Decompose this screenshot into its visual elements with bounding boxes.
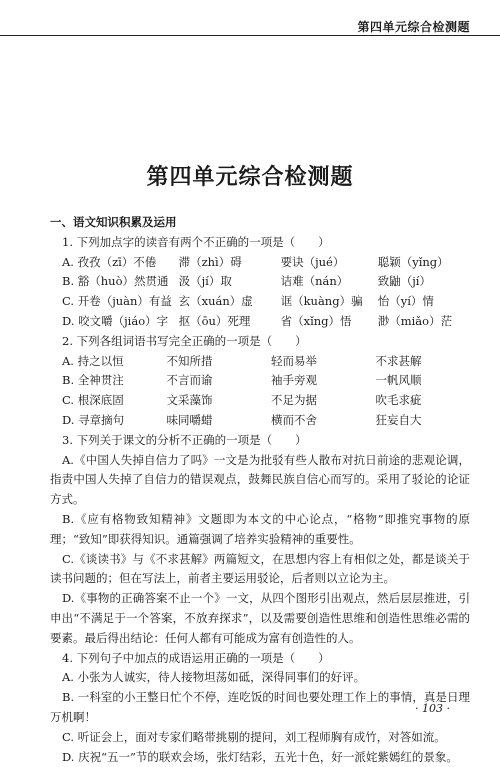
question-2-option-b	[62, 371, 470, 391]
question-4-option-b: B. 一科室的小王整日忙个不停，连吃饭的时间也要处理工作上的事情，真是日理万机啊！	[50, 690, 470, 724]
question-3-option-d: D.《事物的正确答案不止一个》一文，从四个图形引出观点，然后层层推进，引申出“不满足于一个答案，不放弃探求”，以及需要创造性思维和创造性思维必需的要素。最后得出结论：任何人都有可能成为富有创造性的人。	[50, 591, 470, 645]
option-cell: 不知所措	[166, 353, 213, 368]
question-2-option-a	[62, 352, 470, 372]
option-cell: 诘难（nán）	[280, 274, 349, 289]
question-3-option-a: A.《中国人失掉自信力了吗》一文是为批驳有些人散布对抗日前途的悲观论调，指责中国人失掉了自信力的错误观点，鼓舞民族自信心而写的。采用了驳论的论证方式。	[50, 452, 470, 507]
question-4-option-a: A. 小张为人诚实，待人接物坦荡如砥，深得同事们的好评。	[62, 670, 366, 685]
question-3-stem: 3. 下列关于课文的分析不正确的一项是（ ）	[62, 432, 307, 447]
option-cell: 袖手旁观	[270, 373, 317, 388]
question-4-option-c: C. 听证会上，面对专家们略带挑剔的提问，刘工程师胸有成竹，对答如流。	[62, 729, 446, 744]
option-cell: 诓（kuàng）骗	[280, 294, 363, 309]
question-3-option-b: B.《应有格物致知精神》文题即为本文的中心论点，“格物”即推究事物的原理；“致知”即获得知识。通篇强调了培养实验精神的重要性。	[50, 511, 470, 546]
option-cell: 省（xǐng）悟	[280, 313, 352, 328]
option-cell: 狂妄自大	[375, 412, 422, 427]
question-2-stem: 2. 下列各组词语书写完全正确的一项是（ ）	[62, 333, 307, 348]
header-rule	[0, 35, 500, 36]
option-cell: A. 持之以恒	[62, 353, 124, 368]
question-2-option-c	[62, 391, 470, 411]
option-cell: 玄（xuán）虚	[178, 294, 253, 309]
option-cell: 横而不舍	[270, 412, 317, 427]
question-4-stem: 4. 下列句子中加点的成语运用正确的一项是（ ）	[62, 650, 330, 665]
option-cell: A. 孜孜（zī）不倦	[62, 254, 157, 269]
running-header	[0, 8, 500, 34]
option-cell: C. 根深底固	[62, 393, 124, 408]
running-header-title: 第四单元综合检测题	[357, 20, 470, 34]
option-cell: 文采藻饰	[166, 393, 213, 408]
option-cell: B. 豁（huò）然贯通	[62, 274, 169, 289]
question-2-option-d	[62, 411, 470, 431]
option-cell: 不足为据	[270, 393, 317, 408]
main-content	[50, 213, 470, 767]
option-cell: 不求甚解	[375, 353, 422, 368]
option-cell: D. 寻章摘句	[62, 412, 125, 427]
question-3-option-c: C.《谈读书》与《不求甚解》两篇短文，在思想内容上有相似之处，都是谈关于读书问题的；但在写法上，前者主要运用驳论，后者则以立论为主。	[50, 551, 470, 586]
option-cell: 滞（zhì）碍	[178, 254, 242, 269]
option-cell: 怡（yí）情	[377, 294, 434, 309]
option-cell: 要诀（jué）	[280, 254, 345, 269]
option-cell: 渺（miǎo）茫	[377, 313, 453, 328]
question-4-option-d: D. 庆祝“五一”节的联欢会场，张灯结彩，五光十色，好一派姹紫嫣红的景象。	[62, 749, 458, 764]
option-cell: C. 开卷（juàn）有益	[62, 294, 172, 309]
option-cell: 汲（jí）取	[178, 274, 232, 289]
option-cell: B. 全神贯注	[62, 373, 124, 388]
option-cell: 聪颖（yǐng）	[377, 254, 449, 269]
page-number: · 103 ·	[415, 702, 450, 715]
question-1-option-a	[62, 253, 470, 273]
option-cell: D. 咬文嚼（jiáo）字	[62, 313, 169, 328]
option-cell: 致鼬（jí）	[377, 274, 431, 289]
option-cell: 轻而易举	[270, 353, 317, 368]
question-1-stem: 1. 下列加点字的读音有两个不正确的一项是（ ）	[62, 234, 330, 249]
option-cell: 一帆风顺	[375, 373, 422, 388]
question-1-option-b	[62, 272, 470, 292]
option-cell: 吹毛求疵	[375, 393, 422, 408]
question-1-option-d	[62, 312, 470, 332]
page-title: 第四单元综合检测题	[146, 165, 354, 190]
option-cell: 不言而谕	[166, 373, 213, 388]
option-cell: 抠（ōu）死理	[178, 313, 251, 328]
question-1-option-c	[62, 292, 470, 312]
option-cell: 味同嚼蜡	[166, 412, 213, 427]
section-title: 一、语文知识积累及运用	[50, 215, 177, 229]
